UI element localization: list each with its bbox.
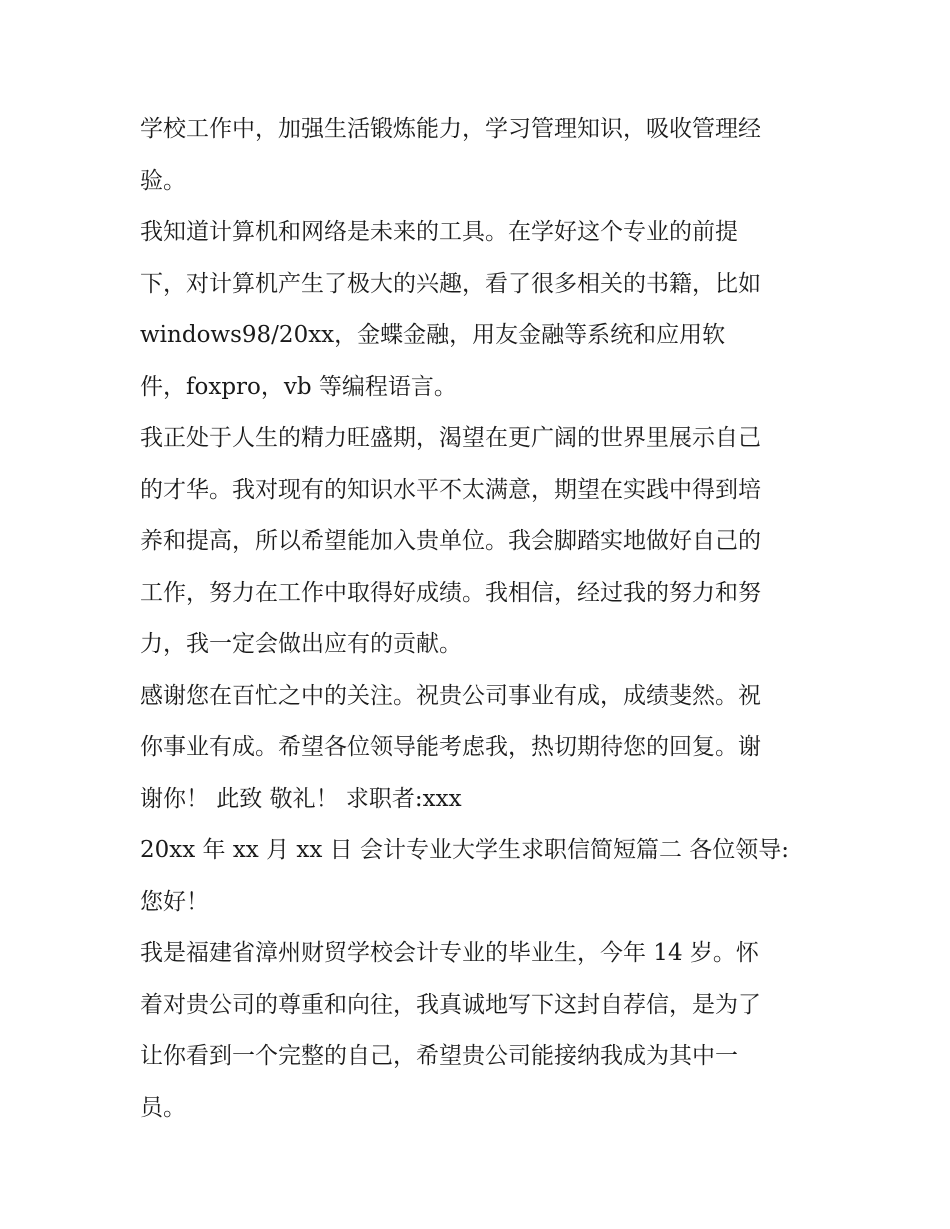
text-line: 您好！	[140, 888, 209, 915]
text-line: 养和提高，所以希望能加入贵单位。我会脚踏实地做好自己的	[140, 528, 761, 554]
text-line: 让你看到一个完整的自己，希望贵公司能接纳我成为其中一	[140, 1043, 738, 1069]
text-line: windows98/20xx，金蝶金融，用友金融等系统和应用软	[140, 322, 726, 348]
text-line: 验。	[140, 167, 186, 194]
text-line: 学校工作中，加强生活锻炼能力，学习管理知识，吸收管理经	[140, 116, 761, 142]
text-line: 工作，努力在工作中取得好成绩。我相信，经过我的努力和努	[140, 579, 761, 606]
text-line: 我是福建省漳州财贸学校会计专业的毕业生，今年 14 岁。怀	[140, 940, 759, 966]
text-line: 力，我一定会做出应有的贡献。	[140, 631, 462, 657]
text-line: 下，对计算机产生了极大的兴趣，看了很多相关的书籍，比如	[140, 270, 761, 297]
text-line: 谢你！ 此致 敬礼！ 求职者:xxx	[140, 785, 462, 812]
text-line: 员。	[140, 1094, 186, 1121]
text-line: 你事业有成。希望各位领导能考虑我，热切期待您的回复。谢	[140, 734, 761, 760]
text-line: 20xx 年 xx 月 xx 日 会计专业大学生求职信简短篇二 各位领导:	[140, 837, 790, 863]
text-line: 着对贵公司的尊重和向往，我真诚地写下这封自荐信，是为了	[140, 991, 761, 1018]
text-line: 的才华。我对现有的知识水平不太满意，期望在实践中得到培	[140, 476, 761, 503]
text-line: 件，foxpro，vb 等编程语言。	[140, 373, 457, 400]
document-body	[140, 104, 820, 1134]
text-line: 我知道计算机和网络是未来的工具。在学好这个专业的前提	[140, 219, 738, 245]
text-line: 感谢您在百忙之中的关注。祝贵公司事业有成，成绩斐然。祝	[140, 682, 761, 709]
text-line: 我正处于人生的精力旺盛期，渴望在更广阔的世界里展示自己	[140, 425, 761, 451]
